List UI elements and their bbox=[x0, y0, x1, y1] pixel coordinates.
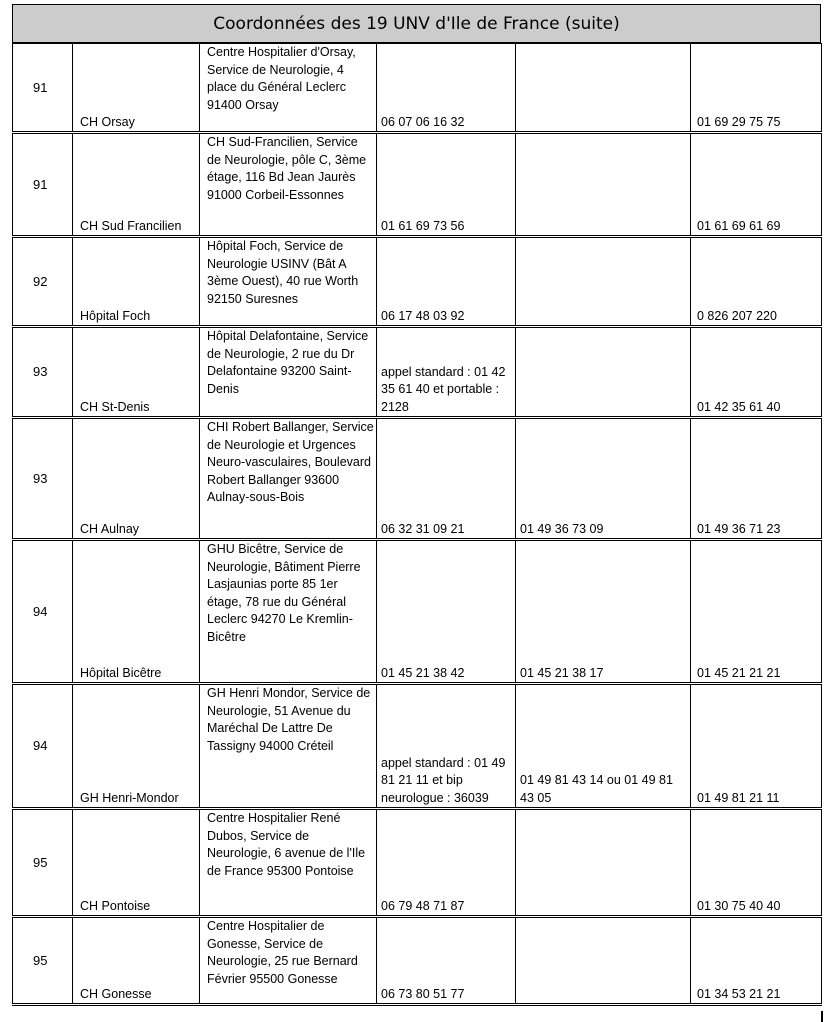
phone-primary-cell: appel standard : 01 42 35 61 40 et portable : 2128 bbox=[377, 327, 516, 418]
phone-standard-cell: 01 30 75 40 40 bbox=[691, 809, 822, 917]
table-row bbox=[13, 917, 822, 1005]
address-cell: GHU Bicêtre, Service de Neurologie, Bâtiment Pierre Lasjaunias porte 85 1er étage, 78 rue du Général Leclerc 94270 Le Kremlin-Bicêtre bbox=[200, 540, 377, 684]
dept-cell: 95 bbox=[13, 917, 73, 1005]
phone-secondary-cell bbox=[516, 327, 691, 418]
table-row bbox=[13, 809, 822, 917]
phone-secondary-cell bbox=[516, 917, 691, 1005]
phone-secondary-cell: 01 49 81 43 14 ou 01 49 81 43 05 bbox=[516, 684, 691, 809]
dept-cell: 91 bbox=[13, 44, 73, 133]
phone-standard-cell: 0 826 207 220 bbox=[691, 237, 822, 327]
dept-cell: 93 bbox=[13, 327, 73, 418]
unv-table bbox=[12, 43, 822, 1006]
phone-primary-cell: appel standard : 01 49 81 21 11 et bip neurologue : 36039 bbox=[377, 684, 516, 809]
phone-standard-cell: 01 42 35 61 40 bbox=[691, 327, 822, 418]
hospital-name-cell: CH Sud Francilien bbox=[73, 133, 200, 237]
table-row bbox=[13, 44, 822, 133]
phone-standard-cell: 01 45 21 21 21 bbox=[691, 540, 822, 684]
table-row bbox=[13, 540, 822, 684]
phone-secondary-cell bbox=[516, 237, 691, 327]
phone-secondary-cell bbox=[516, 133, 691, 237]
phone-primary-cell: 06 73 80 51 77 bbox=[377, 917, 516, 1005]
address-cell: Centre Hospitalier René Dubos, Service de Neurologie, 6 avenue de l'Ile de France 95300 Pontoise bbox=[200, 809, 377, 917]
table-row bbox=[13, 327, 822, 418]
phone-standard-cell: 01 49 81 21 11 bbox=[691, 684, 822, 809]
table-body bbox=[13, 44, 822, 1005]
hospital-name-cell: GH Henri-Mondor bbox=[73, 684, 200, 809]
hospital-name-cell: CH Pontoise bbox=[73, 809, 200, 917]
phone-standard-cell: 01 61 69 61 69 bbox=[691, 133, 822, 237]
address-cell: Centre Hospitalier d'Orsay, Service de Neurologie, 4 place du Général Leclerc 91400 Orsay bbox=[200, 44, 377, 133]
address-cell: Hôpital Foch, Service de Neurologie USINV (Bât A 3ème Ouest), 40 rue Worth 92150 Suresnes bbox=[200, 237, 377, 327]
phone-standard-cell: 01 69 29 75 75 bbox=[691, 44, 822, 133]
address-cell: CH Sud-Francilien, Service de Neurologie, pôle C, 3ème étage, 116 Bd Jean Jaurès 91000 Corbeil-Essonnes bbox=[200, 133, 377, 237]
phone-standard-cell: 01 34 53 21 21 bbox=[691, 917, 822, 1005]
hospital-name-cell: CH Gonesse bbox=[73, 917, 200, 1005]
phone-secondary-cell bbox=[516, 809, 691, 917]
table-row bbox=[13, 418, 822, 540]
document-page bbox=[12, 4, 821, 1006]
phone-secondary-cell: 01 49 36 73 09 bbox=[516, 418, 691, 540]
dept-cell: 94 bbox=[13, 540, 73, 684]
dept-cell: 92 bbox=[13, 237, 73, 327]
dept-cell: 94 bbox=[13, 684, 73, 809]
hospital-name-cell: Hôpital Bicêtre bbox=[73, 540, 200, 684]
phone-secondary-cell bbox=[516, 44, 691, 133]
page-edge-mark bbox=[821, 1011, 823, 1022]
table-row bbox=[13, 684, 822, 809]
phone-secondary-cell: 01 45 21 38 17 bbox=[516, 540, 691, 684]
hospital-name-cell: CH Orsay bbox=[73, 44, 200, 133]
address-cell: Centre Hospitalier de Gonesse, Service de Neurologie, 25 rue Bernard Février 95500 Gonesse bbox=[200, 917, 377, 1005]
phone-primary-cell: 06 79 48 71 87 bbox=[377, 809, 516, 917]
hospital-name-cell: Hôpital Foch bbox=[73, 237, 200, 327]
table-title: Coordonnées des 19 UNV d'Ile de France (suite) bbox=[12, 4, 821, 43]
address-cell: Hôpital Delafontaine, Service de Neurologie, 2 rue du Dr Delafontaine 93200 Saint-Denis bbox=[200, 327, 377, 418]
phone-primary-cell: 06 17 48 03 92 bbox=[377, 237, 516, 327]
hospital-name-cell: CH Aulnay bbox=[73, 418, 200, 540]
dept-cell: 95 bbox=[13, 809, 73, 917]
phone-primary-cell: 06 07 06 16 32 bbox=[377, 44, 516, 133]
table-row bbox=[13, 237, 822, 327]
phone-standard-cell: 01 49 36 71 23 bbox=[691, 418, 822, 540]
phone-primary-cell: 01 45 21 38 42 bbox=[377, 540, 516, 684]
address-cell: CHI Robert Ballanger, Service de Neurologie et Urgences Neuro-vasculaires, Boulevard Robert Ballanger 93600 Aulnay-sous-Bois bbox=[200, 418, 377, 540]
address-cell: GH Henri Mondor, Service de Neurologie, 51 Avenue du Maréchal De Lattre De Tassigny 94000 Créteil bbox=[200, 684, 377, 809]
table-row bbox=[13, 133, 822, 237]
dept-cell: 91 bbox=[13, 133, 73, 237]
dept-cell: 93 bbox=[13, 418, 73, 540]
phone-primary-cell: 01 61 69 73 56 bbox=[377, 133, 516, 237]
phone-primary-cell: 06 32 31 09 21 bbox=[377, 418, 516, 540]
hospital-name-cell: CH St-Denis bbox=[73, 327, 200, 418]
